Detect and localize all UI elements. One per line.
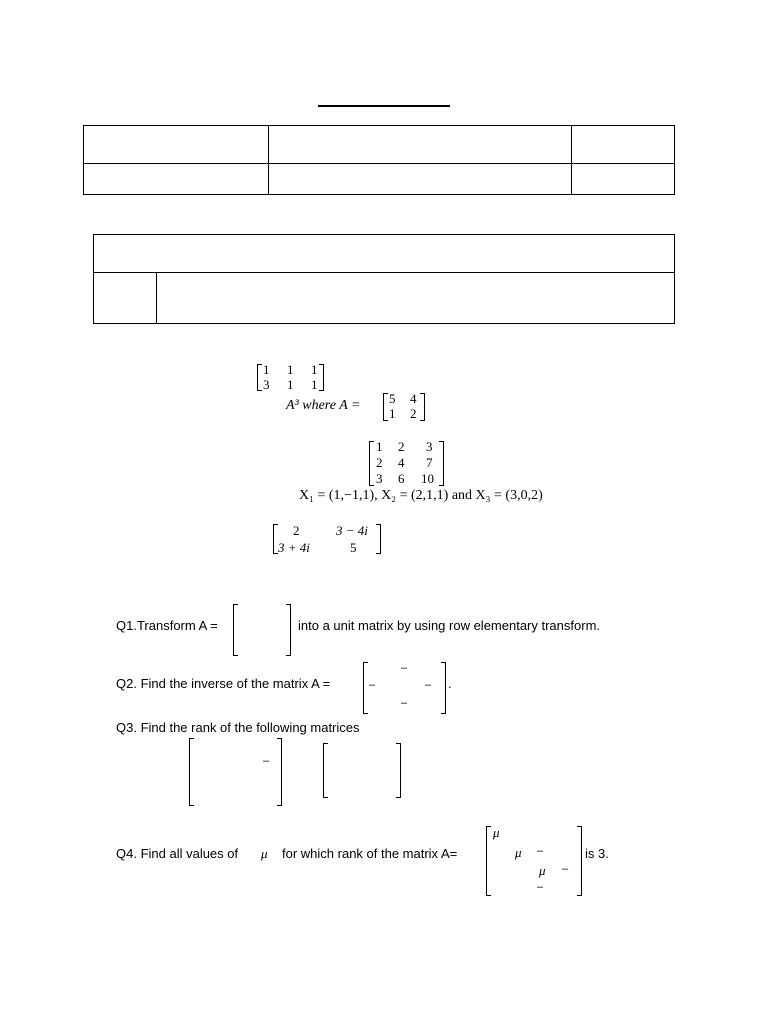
matrix-cell: 10	[421, 471, 434, 486]
matrix-cell: 3 − 4i	[336, 523, 368, 538]
matrix-cell: 2	[398, 439, 405, 454]
minus-sign: –	[425, 679, 432, 691]
minus-sign: –	[369, 679, 376, 691]
matrix-a-2x2	[383, 393, 425, 421]
matrix-cell: 4	[410, 391, 417, 406]
minus-sign: –	[537, 845, 544, 857]
mu-symbol: μ	[493, 825, 500, 840]
q1-suffix: into a unit matrix by using row elementary transform.	[298, 618, 601, 633]
header-cell	[269, 164, 572, 195]
minus-sign: –	[562, 863, 569, 875]
matrix-cell: 3	[426, 439, 433, 454]
q4-matrix	[486, 826, 582, 896]
a-cubed-label: A³ where A =	[286, 398, 361, 413]
q3-matrix-1	[189, 738, 282, 806]
matrix-cell: 1	[311, 377, 318, 392]
q3-text: Q3. Find the rank of the following matrices	[116, 720, 360, 735]
matrix-cell: 1	[311, 362, 318, 377]
matrix-cell: 5	[350, 540, 357, 555]
mu-symbol: μ	[539, 863, 546, 878]
mu-symbol: μ	[515, 845, 522, 860]
matrix-cell: 1	[376, 439, 383, 454]
info-cell	[157, 273, 675, 324]
header-cell	[84, 126, 269, 164]
header-cell	[269, 126, 572, 164]
minus-sign: –	[401, 662, 408, 674]
matrix-cell: 2	[410, 406, 417, 421]
matrix-cell: 6	[398, 471, 405, 486]
header-cell	[84, 164, 269, 195]
matrix-cell: 3	[376, 471, 383, 486]
q4-middle: for which rank of the matrix A=	[282, 846, 458, 861]
q4-prefix: Q4. Find all values of	[116, 846, 239, 861]
q2-matrix	[363, 662, 446, 714]
q2-period: .	[448, 676, 452, 691]
q2-text: Q2. Find the inverse of the matrix A =	[116, 676, 331, 691]
q4-suffix: is 3.	[585, 846, 609, 861]
q1-prefix: Q1.Transform A =	[116, 618, 218, 633]
matrix-cell: 3	[263, 377, 270, 392]
matrix-cell: 2	[293, 523, 300, 538]
header-cell	[572, 126, 675, 164]
matrix-cell: 1	[287, 377, 294, 392]
vectors-line: X₁ = (1,−1,1), X₂ = (2,1,1) and X₃ = (3,0,2)	[299, 488, 543, 503]
matrix-3x3	[369, 441, 444, 486]
info-table	[93, 234, 675, 324]
matrix-cell: 2	[376, 455, 383, 470]
info-cell	[94, 235, 675, 273]
matrix-cell: 7	[426, 455, 433, 470]
q3-matrix-2	[323, 743, 401, 798]
matrix-cell: 1	[389, 406, 396, 421]
matrix-cell: 1	[263, 362, 270, 377]
info-cell	[94, 273, 157, 324]
minus-sign: –	[537, 881, 544, 893]
header-table	[83, 125, 675, 195]
matrix-complex	[273, 524, 381, 554]
minus-sign: –	[263, 755, 270, 767]
matrix-cell: 3 + 4i	[278, 540, 310, 555]
mu-symbol: μ	[261, 846, 268, 861]
minus-sign: –	[401, 697, 408, 709]
matrix-cell: 4	[398, 455, 405, 470]
q1-matrix	[233, 604, 291, 656]
title-underline	[318, 105, 450, 107]
matrix-2x3	[257, 364, 324, 391]
matrix-cell: 5	[389, 391, 396, 406]
header-cell	[572, 164, 675, 195]
matrix-cell: 1	[287, 362, 294, 377]
